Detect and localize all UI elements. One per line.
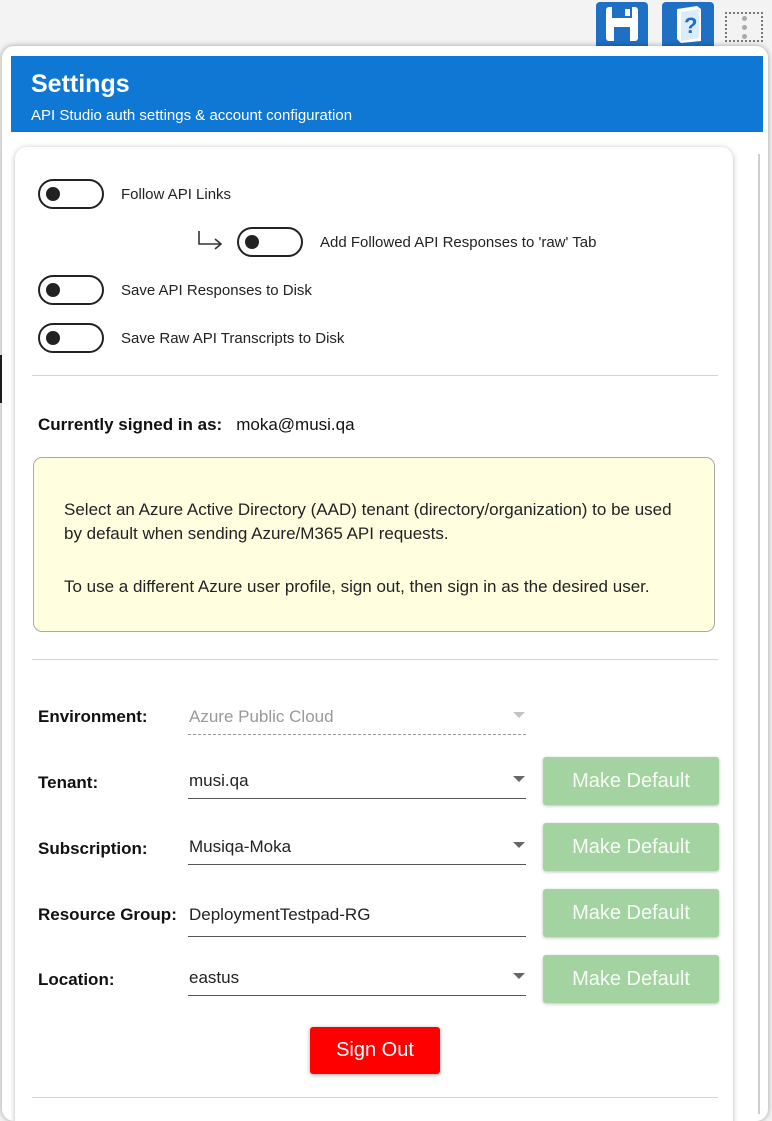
toggle-knob — [245, 235, 259, 249]
divider — [32, 1097, 718, 1098]
save-responses-label: Save API Responses to Disk — [121, 281, 312, 299]
tenant-value: musi.qa — [189, 771, 249, 790]
tenant-label: Tenant: — [38, 773, 99, 792]
info-text-tenant: Select an Azure Active Directory (AAD) tenant (directory/organization) to be used by default when sending Azure/M365 API requests. — [64, 500, 672, 543]
resource-group-label: Resource Group: — [38, 905, 177, 924]
arrow-return-icon — [196, 230, 224, 252]
location-value: eastus — [189, 968, 240, 987]
subscription-value: Musiqa-Moka — [189, 837, 292, 856]
resource-group-input[interactable] — [188, 895, 526, 937]
follow-links-row — [38, 179, 231, 209]
follow-links-toggle[interactable] — [38, 179, 104, 209]
floppy-disk-icon — [605, 6, 639, 42]
add-followed-row — [237, 227, 596, 257]
scrollbar[interactable] — [758, 154, 760, 1114]
toggle-knob — [46, 331, 60, 345]
add-followed-label: Add Followed API Responses to 'raw' Tab — [320, 233, 597, 251]
environment-select — [188, 693, 526, 735]
more-options-icon — [742, 34, 747, 39]
help-button[interactable] — [662, 2, 714, 46]
more-options-icon — [742, 25, 747, 30]
dialog-title: Settings — [31, 70, 130, 98]
environment-value: Azure Public Cloud — [189, 707, 334, 726]
more-options-icon — [742, 16, 747, 21]
chevron-down-icon — [513, 712, 525, 718]
save-transcripts-toggle[interactable] — [38, 323, 104, 353]
settings-card — [15, 147, 733, 1121]
tenant-select[interactable] — [188, 757, 526, 799]
dialog-header — [11, 56, 763, 132]
svg-text:?: ? — [684, 13, 698, 38]
make-default-location-button[interactable]: Make Default — [543, 955, 719, 1003]
info-text-signout: To use a different Azure user profile, sign out, then sign in as the desired user. — [64, 577, 650, 596]
save-button[interactable] — [596, 2, 648, 46]
save-transcripts-row — [38, 323, 344, 353]
chevron-down-icon — [513, 973, 525, 979]
follow-links-label: Follow API Links — [121, 185, 232, 203]
help-book-icon — [671, 5, 705, 43]
info-box — [33, 457, 715, 632]
location-select[interactable] — [188, 954, 526, 996]
save-transcripts-label: Save Raw API Transcripts to Disk — [121, 329, 345, 347]
make-default-subscription-button[interactable]: Make Default — [543, 823, 719, 871]
account-email: moka@musi.qa — [236, 415, 355, 434]
toggle-knob — [46, 283, 60, 297]
make-default-tenant-button[interactable]: Make Default — [543, 757, 719, 805]
location-label: Location: — [38, 970, 115, 989]
sign-out-button[interactable]: Sign Out — [310, 1027, 440, 1074]
signed-in-label: Currently signed in as: — [38, 415, 223, 434]
more-options-button[interactable] — [725, 12, 763, 42]
divider — [32, 659, 718, 660]
settings-dialog — [2, 46, 768, 1121]
dialog-subtitle: API Studio auth settings & account configuration — [31, 107, 353, 124]
signed-in-info — [38, 415, 355, 435]
chevron-down-icon — [513, 842, 525, 848]
resource-group-value: DeploymentTestpad-RG — [189, 905, 371, 924]
chevron-down-icon — [513, 776, 525, 782]
toggle-knob — [46, 187, 60, 201]
add-followed-toggle[interactable] — [237, 227, 303, 257]
make-default-resource-group-button[interactable]: Make Default — [543, 889, 719, 937]
save-responses-toggle[interactable] — [38, 275, 104, 305]
subscription-label: Subscription: — [38, 839, 148, 858]
subscription-select[interactable] — [188, 823, 526, 865]
divider — [32, 375, 718, 376]
save-responses-row — [38, 275, 312, 305]
environment-label: Environment: — [38, 707, 148, 726]
